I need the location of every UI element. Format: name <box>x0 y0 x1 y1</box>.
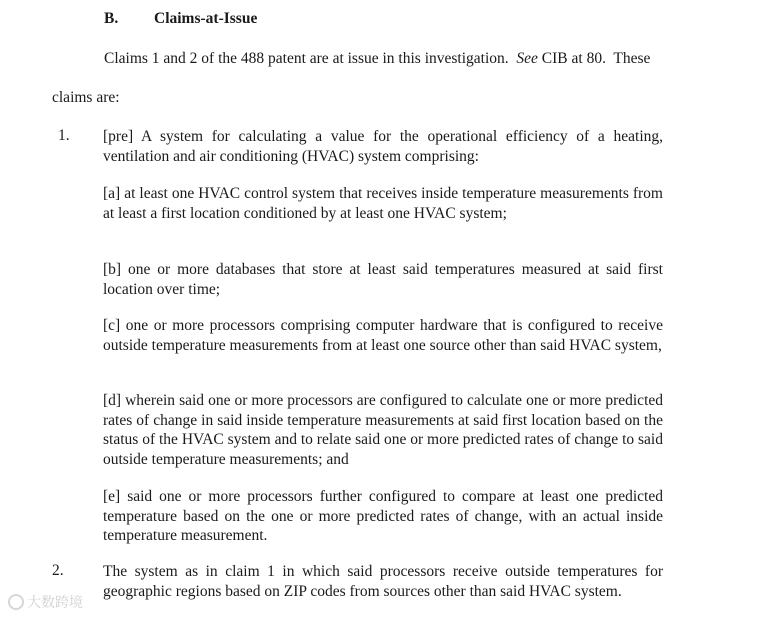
claim-1-number: 1. <box>58 127 70 144</box>
section-number: B. <box>104 10 119 27</box>
claim-1-element-b: [b] one or more databases that store at least said temperatures measured at said first location over time; <box>103 261 663 298</box>
watermark <box>8 592 83 612</box>
claim-1-preamble: [pre] A system for calculating a value for the operational efficiency of a heating, ventilation and air conditioning (HVAC) system comprising: <box>103 128 663 165</box>
intro-continuation: claims are: <box>52 89 120 106</box>
intro-see-signal: See <box>516 50 538 67</box>
intro-text-before: Claims 1 and 2 of the 488 patent are at issue in this investigation. <box>104 50 517 67</box>
section-title: Claims-at-Issue <box>154 10 258 27</box>
claim-1-element-a: [a] at least one HVAC control system that receives inside temperature measurements from at least a first location conditioned by at least one HVAC system; <box>103 185 663 222</box>
claim-1-element-c: [c] one or more processors comprising computer hardware that is configured to receive outside temperature measurements from at least one source other than said HVAC system, <box>103 317 663 354</box>
claim-1-element-e: [e] said one or more processors further configured to compare at least one predicted temperature based on the one or more predicted rates of change, with an actual inside temperature measurement. <box>103 488 663 544</box>
intro-paragraph <box>104 50 650 68</box>
claim-2-text: The system as in claim 1 in which said processors receive outside temperatures for geographic regions based on ZIP codes from sources other than said HVAC system. <box>103 563 663 600</box>
claim-1-element-d: [d] wherein said one or more processors are configured to calculate one or more predicted rates of change in said inside temperature measurements at said first location based on the status of the HVAC system and to relate said one or more predicted rates of change to said outside temperature measurements; and <box>103 392 663 468</box>
section-heading <box>104 10 257 28</box>
watermark-text: 大数跨境 <box>27 595 83 611</box>
intro-text-after: CIB at 80. These <box>537 50 651 67</box>
watermark-logo-icon <box>8 594 24 610</box>
claim-2-number: 2. <box>52 562 64 579</box>
